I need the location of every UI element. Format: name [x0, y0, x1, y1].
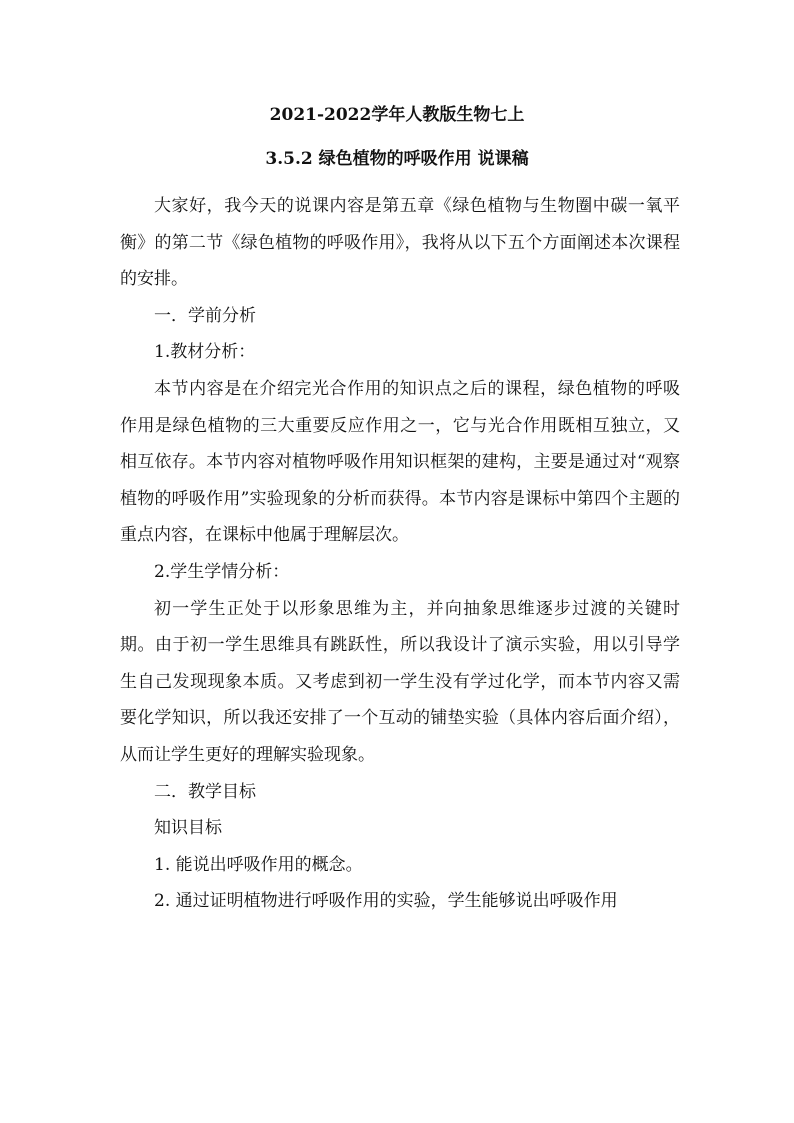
section-heading-preclass-analysis: 一．学前分析 [154, 305, 256, 326]
knowledge-goal-item-1: 1. 能说出呼吸作用的概念。 [154, 854, 363, 875]
intro-paragraph: 大家好，我今天的说课内容是第五章《绿色植物与生物圈中碳一氧平衡》的第二节《绿色植物的呼吸作用》，我将从以下五个方面阐述本次课程的安排。 [120, 196, 680, 290]
subsection-heading-student-analysis: 2.学生学情分析： [154, 561, 290, 582]
subsection-heading-knowledge-goals: 知识目标 [154, 818, 222, 839]
textbook-analysis-paragraph: 本节内容是在介绍完光合作用的知识点之后的课程，绿色植物的呼吸作用是绿色植物的三大重要反应作用之一，它与光合作用既相互独立，又相互依存。本节内容对植物呼吸作用知识框架的建构，主要是通过对“观察植物的呼吸作用”实验现象的分析而获得。本节内容是课标中第四个主题的重点内容，在课标中他属于理解层次。 [120, 378, 680, 546]
subsection-heading-textbook-analysis: 1.教材分析： [154, 342, 256, 363]
document-body [120, 188, 680, 920]
knowledge-goal-item-2: 2. 通过证明植物进行呼吸作用的实验，学生能够说出呼吸作用 [154, 891, 618, 912]
section-heading-teaching-goals: 二．教学目标 [154, 781, 256, 802]
document-title: 2021-2022学年人教版生物七上 [269, 105, 525, 125]
document-subtitle: 3.5.2 绿色植物的呼吸作用 说课稿 [265, 149, 529, 169]
student-analysis-paragraph: 初一学生正处于以形象思维为主，并向抽象思维逐步过渡的关键时期。由于初一学生思维具有跳跃性，所以我设计了演示实验，用以引导学生自己发现现象本质。又考虑到初一学生没有学过化学，而本节内容又需要化学知识，所以我还安排了一个互动的铺垫实验（具体内容后面介绍），从而让学生更好的理解实验现象。 [120, 598, 680, 765]
